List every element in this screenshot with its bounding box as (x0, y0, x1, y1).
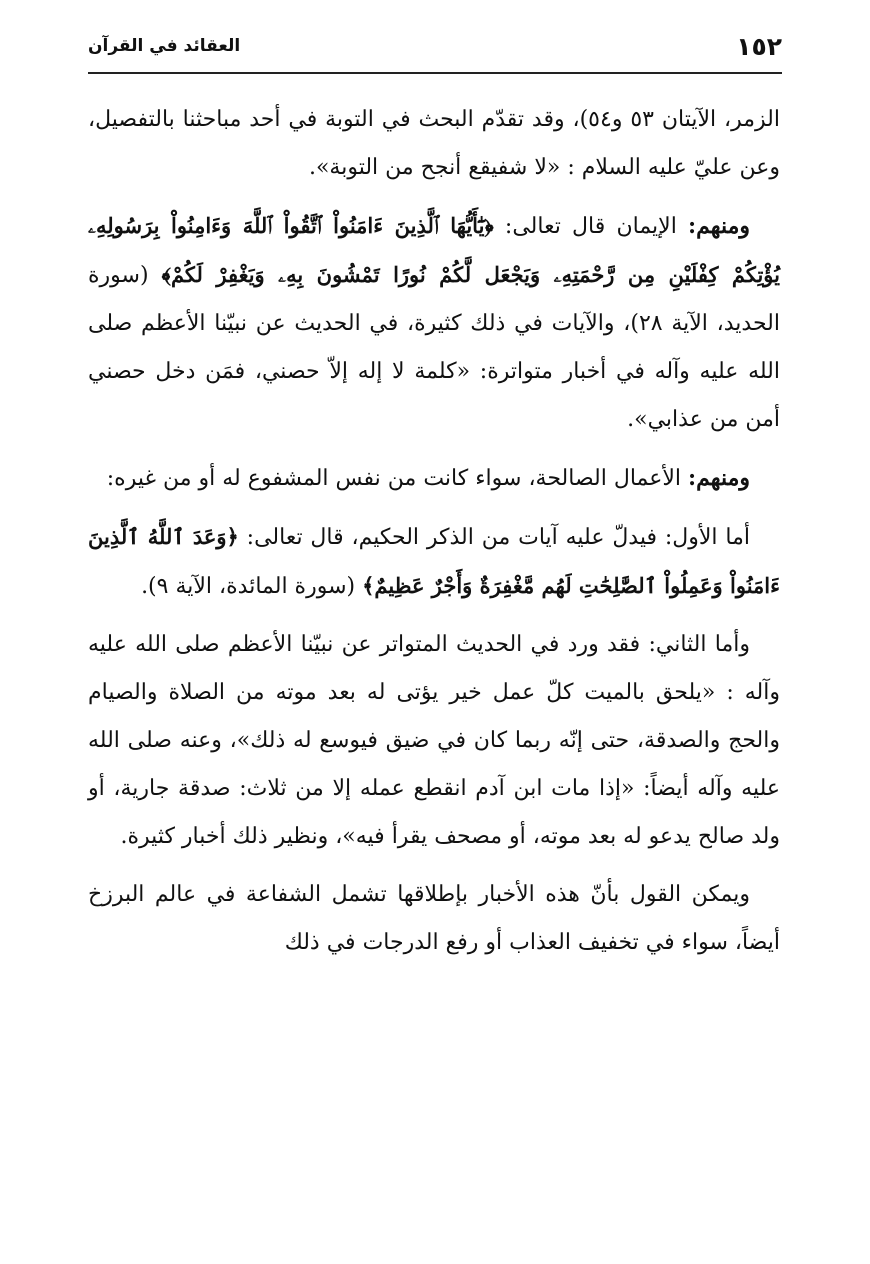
header-divider (88, 72, 782, 74)
paragraph-2-after: (سورة الحديد، الآية ٢٨)، والآيات في ذلك كثيرة، في الحديث عن نبيّنا الأعظم صلى الله عليه وآله في أخبار متواترة: «كلمة لا إله إلاّ حصني، فمَن دخل حصني أمن من عذابي». (88, 263, 780, 432)
paragraph-5-text: وأما الثاني: فقد ورد في الحديث المتواتر عن نبيّنا الأعظم صلى الله عليه وآله : «يلحق بالميت كلّ عمل خير يؤتى له بعد موته من الصلاة والصيام والحج والصدقة، حتى إنّه ربما كان في ضيق فيوسع له ذلك»، وعنه صلى الله عليه وآله أيضاً: «إذا مات ابن آدم انقطع عمله إلا من ثلاث: صدقة جارية، أو ولد صالح يدعو له بعد موته، أو مصحف يقرأ فيه»، ونظير ذلك أخبار كثيرة. (88, 632, 780, 849)
page-body (88, 96, 780, 977)
page-number: ١٥٢ (736, 32, 782, 61)
paragraph-4 (88, 513, 780, 611)
paragraph-3-text: الأعمال الصالحة، سواء كانت من نفس المشفوع له أو من غيره: (106, 466, 689, 491)
paragraph-1 (88, 96, 780, 192)
paragraph-2-before: الإيمان قال تعالى: (493, 214, 689, 239)
paragraph-3 (88, 454, 780, 503)
paragraph-4-before: أما الأول: فيدلّ عليه آيات من الذكر الحكيم، قال تعالى: (238, 525, 751, 550)
paragraph-6-text: ويمكن القول بأنّ هذه الأخبار بإطلاقها تشمل الشفاعة في عالم البرزخ أيضاً، سواء في تخفيف العذاب أو رفع الدرجات في ذلك (88, 882, 780, 955)
paragraph-5 (88, 621, 780, 861)
page-header (88, 30, 782, 66)
paragraph-4-after: (سورة المائدة، الآية ٩). (141, 574, 363, 599)
paragraph-3-lead: ومنهم: (688, 465, 750, 491)
paragraph-6 (88, 871, 780, 967)
paragraph-1-text: الزمر، الآيتان ٥٣ و٥٤)، وقد تقدّم البحث في التوبة في أحد مباحثنا بالتفصيل، وعن عليّ عليه السلام : «لا شفيقع أنجح من التوبة». (88, 107, 780, 180)
paragraph-2-lead: ومنهم: (688, 213, 750, 239)
paragraph-2 (88, 202, 780, 444)
quran-verse-hadid-28: ﴿يَٰٓأَيُّهَا ٱلَّذِينَ ءَامَنُواْ ٱتَّقُواْ ٱللَّهَ وَءَامِنُواْ بِرَسُولِهِۦ يُؤْتِكُمْ كِفْلَيْنِ مِن رَّحْمَتِهِۦ وَيَجْعَل لَّكُمْ نُورًا تَمْشُونَ بِهِۦ وَيَغْفِرْ لَكُمْ﴾ (88, 213, 780, 287)
running-title: العقائد في القرآن (88, 36, 241, 56)
quran-verse-maida-9: ﴿وَعَدَ ٱللَّهُ ٱلَّذِينَ ءَامَنُواْ وَعَمِلُواْ ٱلصَّٰلِحَٰتِ لَهُم مَّغْفِرَةٌ وَأَجْرٌ عَظِيمٌ﴾ (88, 524, 780, 598)
